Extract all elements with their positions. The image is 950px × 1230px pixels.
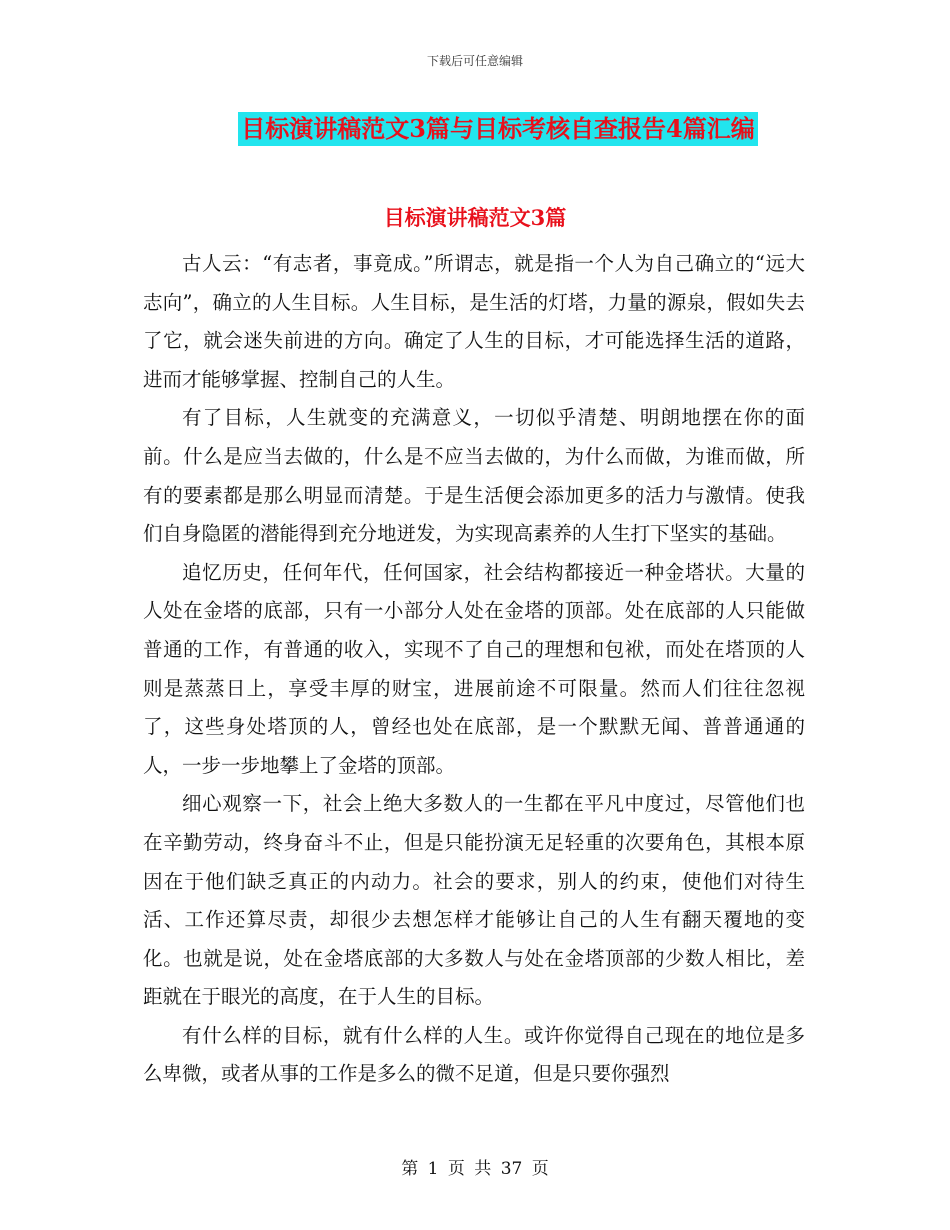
- paragraph: 细心观察一下，社会上绝大多数人的一生都在平凡中度过，尽管他们也在辛勤劳动，终身奋斗不止，但是只能扮演无足轻重的次要角色，其根本原因在于他们缺乏真正的内动力。社会的要求，别人的约束，使他们对待生活、工作还算尽责，却很少去想怎样才能够让自己的人生有翻天覆地的变化。也就是说，处在金塔底部的大多数人与处在金塔顶部的少数人相比，差距就在于眼光的高度，在于人生的目标。: [143, 792, 805, 1009]
- page-number-footer: 第 1 页 共 37 页: [401, 1159, 549, 1179]
- page-header-note: 下载后可任意编辑: [426, 54, 523, 68]
- paragraph: 有了目标，人生就变的充满意义，一切似乎清楚、明朗地摆在你的面前。什么是应当去做的，什么是不应当去做的，为什么而做，为谁而做，所有的要素都是那么明显而清楚。于是生活便会添加更多的活力与激情。使我们自身隐匿的潜能得到充分地迸发，为实现高素养的人生打下坚实的基础。: [143, 406, 805, 546]
- paragraph: 古人云：“有志者，事竟成。”所谓志，就是指一个人为自己确立的“远大志向”，确立的人生目标。人生目标，是生活的灯塔，力量的源泉，假如失去了它，就会迷失前进的方向。确定了人生的目标，才可能选择生活的道路，进而才能够掌握、控制自己的人生。: [143, 252, 805, 391]
- document-title: 目标演讲稿范文3篇与目标考核自查报告4篇汇编: [238, 112, 757, 146]
- paragraph: 追忆历史，任何年代，任何国家，社会结构都接近一种金塔状。大量的人处在金塔的底部，只有一小部分人处在金塔的顶部。处在底部的人只能做普通的工作，有普通的收入，实现不了自己的理想和包袱，而处在塔顶的人则是蒸蒸日上，享受丰厚的财宝，进展前途不可限量。然而人们往往忽视了，这些身处塔顶的人，曾经也处在底部，是一个默默无闻、普普通通的人，一步一步地攀上了金塔的顶部。: [143, 560, 805, 777]
- document-body: [143, 245, 805, 1094]
- document-title-container: [0, 112, 950, 146]
- paragraph: 有什么样的目标，就有什么样的人生。或许你觉得自己现在的地位是多么卑微，或者从事的工作是多么的微不足道，但是只要你强烈: [143, 1023, 805, 1086]
- section-title: 目标演讲稿范文3篇: [383, 205, 567, 230]
